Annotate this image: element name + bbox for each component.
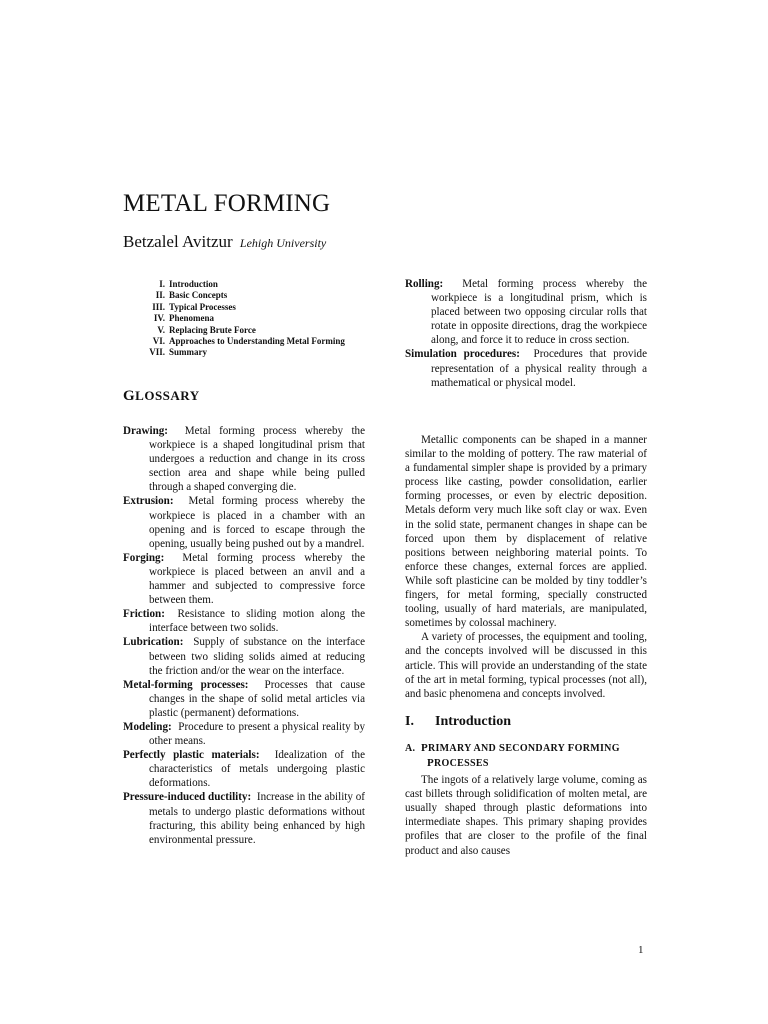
glossary-entry: Forging: Metal forming process whereby the workpiece is placed between an anvil and a hammer and subjected to compressive force between them. <box>123 551 366 607</box>
glossary-entry: Metal-forming processes: Processes that cause changes in the shape of solid metal articles via plastic (permanent) deformations. <box>123 678 365 719</box>
glossary-entry: Friction: Resistance to sliding motion along the interface between two solids. <box>123 608 365 635</box>
author-line <box>123 232 326 252</box>
page-number: 1 <box>638 944 644 956</box>
toc-item: II. Basic Concepts <box>155 290 228 301</box>
glossary-heading: GLOSSARY <box>123 388 200 404</box>
glossary-entry: Drawing: Metal forming process whereby the workpiece is a shaped longitudinal prism that undergoes a reduction and change in its cross section area and shape while being pulled through a shaped converging die. <box>123 425 366 494</box>
glossary-entry: Pressure-induced ductility: Increase in the ability of metals to undergo plastic deformations without fracturing, this ability being enhanced by high environmental pressure. <box>123 791 365 846</box>
glossary-entry: Extrusion: Metal forming process whereby the workpiece is placed in a chamber with an opening and is forced to escape through the opening, usually being pushed out by a mandrel. <box>123 495 365 550</box>
table-of-contents <box>123 279 383 359</box>
glossary-entry: Lubrication: Supply of substance on the interface between two sliding solids aimed at reducing the friction and/or the wear on the interface. <box>123 636 365 677</box>
body-paragraph: A variety of processes, the equipment and tooling, and the concepts involved will be discussed in this article. This will provide an understanding of the state of the art in metal forming, typical processes (not all), and basic phenomena and concepts involved. <box>405 631 647 700</box>
toc-item: VII. Summary <box>149 347 207 358</box>
toc-item: VI. Approaches to Understanding Metal Forming <box>152 336 345 347</box>
toc-item: V. Replacing Brute Force <box>157 324 256 335</box>
author-affiliation: Lehigh University <box>239 236 327 250</box>
article-title: METAL FORMING <box>123 190 331 217</box>
toc-item: IV. Phenomena <box>153 313 214 324</box>
toc-item: III. Typical Processes <box>152 301 236 312</box>
body-paragraph: The ingots of a relatively large volume, coming as cast billets through solidification of molten metal, are usually shaped through plastic deformations into intermediate shapes. This primary shaping provides profiles that are closer to the profile of the final product and also causes <box>405 774 647 857</box>
body-paragraph: Metallic components can be shaped in a manner similar to the molding of pottery. The raw material of a fundamental simpler shape is provided by a primary process like casting, powder consolidation, earlier forming processes, or even by electric deposition. Metals deform very much like soft clay or wax. Even in the solid state, permanent changes in shape can be forced upon them by displacement of relative positions between neighboring material points. To enforce these changes, external forces are applied. While soft plasticine can be molded by tiny toddler’s fingers, for metal forming, specially constructed tooling, usually of hard materials, are manipulated, sometimes by colossal machinery. <box>405 434 647 630</box>
section-heading: I. Introduction <box>405 713 511 729</box>
glossary-entry: Simulation procedures: Procedures that provide representation of a physical reality through a mathematical or physical model. <box>405 348 647 389</box>
author-name: Betzalel Avitzur <box>123 232 233 251</box>
body-right-column <box>405 433 647 858</box>
subsection-heading: A. PRIMARY AND SECONDARY FORMING PROCESSES <box>405 741 620 769</box>
glossary-entry: Perfectly plastic materials: Idealization of the characteristics of metals undergoing plastic deformations. <box>123 749 365 790</box>
glossary-right-column <box>405 277 647 390</box>
glossary-entry: Rolling: Metal forming process whereby the workpiece is a longitudinal prism, which is placed between two opposing circular rolls that rotate in opposite directions, drag the workpiece along, and force it to reduce in cross section. <box>405 278 647 347</box>
glossary-left-column <box>123 424 365 847</box>
glossary-entry: Modeling: Procedure to present a physical reality by other means. <box>123 720 365 748</box>
toc-item: I. Introduction <box>159 279 218 289</box>
